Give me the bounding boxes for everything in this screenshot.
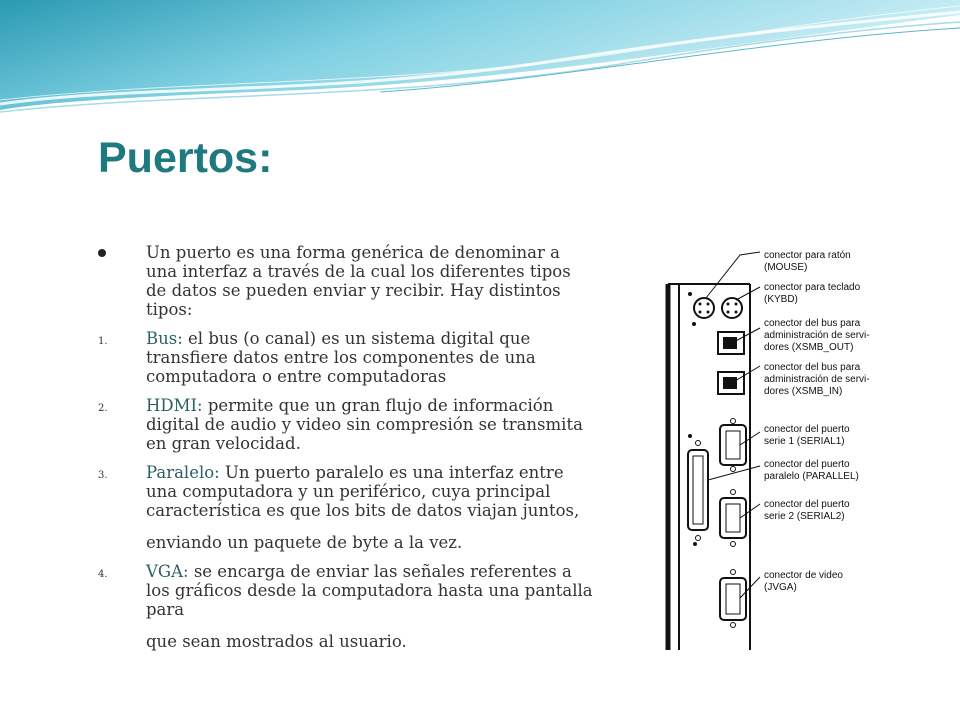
slide-body xyxy=(96,243,596,661)
serial1-connector-icon xyxy=(720,419,746,472)
item-tail-text: que sean mostrados al usuario. xyxy=(146,632,407,651)
label-xsmb-out-line-1: conector del bus para xyxy=(764,318,861,329)
rear-panel-ports-diagram xyxy=(660,240,920,655)
list-item-vga xyxy=(96,562,596,651)
item-text: Un puerto paralelo es una interfaz entre una computadora y un periférico, cuya principal característica es que los bits de datos viajan juntos, xyxy=(146,463,580,520)
parallel-connector-icon xyxy=(688,434,708,546)
label-serial2-line-1: conector del puerto xyxy=(764,499,850,510)
serial2-connector-icon xyxy=(720,490,746,547)
item-text: se encarga de enviar las señales referentes a los gráficos desde la computadora hasta una pantalla para xyxy=(146,562,593,619)
label-mouse-line-2: (MOUSE) xyxy=(764,262,808,273)
label-kybd-line-2: (KYBD) xyxy=(764,294,798,305)
label-parallel-line-1: conector del puerto xyxy=(764,459,850,470)
list-number: 3. xyxy=(98,470,108,481)
label-kybd-line-1: conector para teclado xyxy=(764,282,861,293)
bullet-dot-icon xyxy=(98,249,106,257)
item-tail-text: enviando un paquete de byte a la vez. xyxy=(146,533,463,552)
label-serial2-line-2: serie 2 (SERIAL2) xyxy=(764,511,845,522)
item-text: el bus (o canal) es un sistema digital que transfiere datos entre los componentes de una computadora o entre computadoras xyxy=(146,329,536,386)
item-text: permite que un gran flujo de información digital de audio y video sin compresión se transmita en gran velocidad. xyxy=(146,396,583,453)
label-jvga-line-1: conector de video xyxy=(764,570,843,581)
list-item-hdmi xyxy=(96,396,596,453)
list-item-bus xyxy=(96,329,596,386)
slide-title: Puertos: xyxy=(98,134,273,182)
label-xsmb-out-line-3: dores (XSMB_OUT) xyxy=(764,342,854,353)
label-mouse-line-1: conector para ratón xyxy=(764,250,851,261)
label-xsmb-in-line-1: conector del bus para xyxy=(764,362,861,373)
label-xsmb-in-line-3: dores (XSMB_IN) xyxy=(764,386,843,397)
label-serial1-line-2: serie 1 (SERIAL1) xyxy=(764,436,845,447)
label-xsmb-in-line-2: administración de servi- xyxy=(764,374,870,385)
intro-bullet xyxy=(96,243,596,319)
term-paralelo: Paralelo: xyxy=(146,463,220,482)
list-number: 1. xyxy=(98,336,108,347)
term-vga: VGA: xyxy=(146,562,189,581)
term-bus: Bus: xyxy=(146,329,183,348)
label-xsmb-out-line-2: administración de servi- xyxy=(764,330,870,341)
list-number: 2. xyxy=(98,403,108,414)
vga-connector-icon xyxy=(720,570,746,628)
label-jvga-line-2: (JVGA) xyxy=(764,582,797,593)
label-serial1-line-1: conector del puerto xyxy=(764,424,850,435)
header-wave-banner xyxy=(0,0,960,125)
list-number: 4. xyxy=(98,569,108,580)
label-parallel-line-2: paralelo (PARALLEL) xyxy=(764,471,859,482)
term-hdmi: HDMI: xyxy=(146,396,203,415)
intro-text: Un puerto es una forma genérica de denominar a una interfaz a través de la cual los diferentes tipos de datos se pueden enviar y recibir. Hay distintos tipos: xyxy=(146,243,571,319)
list-item-paralelo xyxy=(96,463,596,552)
mouse-connector-icon xyxy=(688,292,714,318)
